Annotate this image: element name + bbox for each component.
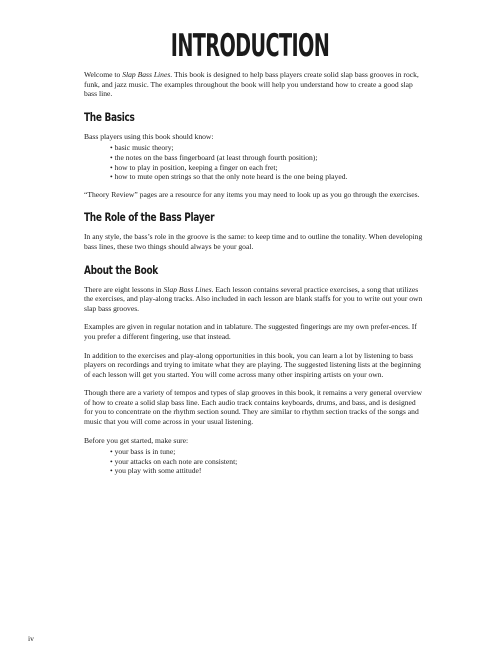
basics-list — [110, 143, 424, 181]
about-text-end: . Each lesson contains several practice exercises, a song that utilizes the exercises, and play-along tracks. Also included in each lesson are blank staffs for you to write out your own slap bass grooves. — [84, 284, 423, 313]
list-item: • the notes on the bass fingerboard (at least through fourth position); — [110, 153, 424, 163]
about-text-start: There are eight lessons in — [84, 284, 164, 294]
intro-paragraph — [84, 70, 424, 99]
about-paragraph-1 — [84, 285, 424, 314]
page-title: INTRODUCTION — [170, 28, 330, 64]
basics-lead: Bass players using this book should know: — [84, 131, 214, 141]
about-paragraph-3: In addition to the exercises and play-along opportunities in this book, you can learn a lot by listening to bass players on recordings and trying to imitate what they are playing. The suggested listening lists at the beginning of each lesson will get you started. You will come across many other inspiring artists on your own. — [84, 350, 421, 379]
intro-text-start: Welcome to — [84, 70, 123, 79]
heading-about-the-book: About the Book — [84, 262, 158, 277]
list-item: • basic music theory; — [110, 143, 424, 153]
checklist-lead: Before you get started, make sure: — [84, 435, 189, 445]
book-title-italic: Slap Bass Lines — [163, 284, 212, 294]
list-item: • your attacks on each note are consistent; — [110, 457, 424, 467]
body-text — [84, 70, 424, 484]
about-paragraph-2: Examples are given in regular notation and in tablature. The suggested fingerings are my own prefer-ences. If you prefer a different fingering, use that instead. — [84, 322, 417, 341]
heading-role-of-bass-player: The Role of the Bass Player — [84, 210, 215, 225]
about-paragraph-4: Though there are a variety of tempos and types of slap grooves in this book, it remains a very general overview of how to create a solid slap bass line. Each audio track contains keyboards, drums, and bass, and is designed for you to concentrate on the rhythm section sound. They are similar to rhythm section tracks of the songs and music that you will come across in your usual listening. — [84, 388, 423, 427]
theory-review-note: “Theory Review” pages are a resource for any items you may need to look up as you go through the exercises. — [84, 189, 420, 199]
book-title-italic: Slap Bass Lines — [122, 70, 171, 79]
list-item: • your bass is in tune; — [110, 447, 424, 457]
list-item: • you play with some attitude! — [110, 466, 424, 476]
heading-the-basics: The Basics — [84, 109, 135, 124]
intro-text-end: . This book is designed to help bass players create solid slap bass grooves in rock, funk, and jazz music. The examples throughout the book will help you understand how to create a good slap bass line. — [84, 70, 419, 99]
checklist — [110, 447, 424, 476]
list-item: • how to play in position, keeping a finger on each fret; — [110, 163, 424, 173]
page-number: iv — [28, 634, 34, 643]
list-item: • how to mute open strings so that the only note heard is the one being played. — [110, 172, 424, 182]
role-paragraph: In any style, the bass’s role in the groove is the same: to keep time and to outline the tonality. When developing bass lines, these two things should always be your goal. — [84, 232, 423, 251]
